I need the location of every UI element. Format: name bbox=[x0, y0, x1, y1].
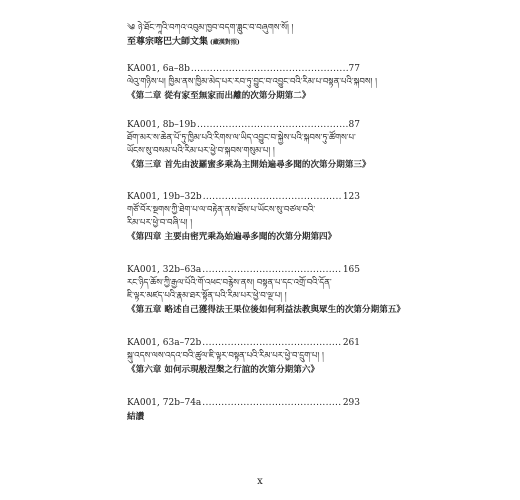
header-chinese-text: 至尊宗喀巴大師文集 bbox=[127, 37, 209, 47]
dot-leader bbox=[191, 63, 348, 76]
dot-leader bbox=[202, 397, 342, 410]
dot-leader bbox=[203, 191, 342, 204]
toc-ref: KA001, 6a–8b bbox=[127, 64, 190, 74]
toc-ref: KA001, 8b–19b bbox=[127, 120, 196, 130]
toc-tibetan-title: སྐུ་འདས་ལས་འདའ་བའི་ཚུལ་ཇི་ལྟར་བསྟན་པའི་རིམ་པར་ཕྱེ་བ་དྲུག་པ། ། bbox=[127, 351, 324, 361]
toc-entry bbox=[127, 63, 378, 103]
toc-ref: KA001, 63a–72b bbox=[127, 338, 202, 348]
toc-chinese-title: 《第六章 如何示現般涅槃之行誼的次第分期第六》 bbox=[127, 365, 320, 375]
dot-leader bbox=[197, 119, 348, 132]
header-note: (藏漢對照) bbox=[210, 39, 240, 46]
toc-entry bbox=[127, 264, 405, 317]
toc-ref: KA001, 19b–32b bbox=[127, 192, 202, 202]
toc-page-number: 261 bbox=[342, 338, 360, 348]
running-header bbox=[127, 22, 293, 50]
toc-tibetan-title: གཙོ་བོར་སྔགས་ཀྱི་ཐེག་པ་ལ་བརྟེན་ནས་ཐོས་པ་ཡོངས་སུ་བཙལ་བའི་ bbox=[127, 205, 316, 215]
toc-ref-line[interactable] bbox=[127, 119, 360, 132]
toc-chinese-title: 《第二章 從有家至無家而出離的次第分期第二》 bbox=[127, 91, 311, 101]
toc-entry bbox=[127, 397, 360, 424]
toc-page-number: 165 bbox=[342, 265, 360, 275]
toc-ref-line[interactable] bbox=[127, 264, 360, 277]
toc-chinese-title: 《第五章 略述自己獲得法王果位後如何利益法教與眾生的次第分期第五》 bbox=[127, 305, 405, 315]
toc-tibetan-title: ཐོག་མར་ས་ཆེན་པོ་ཏུ་ཁྱིམ་པའི་རིགས་ལ་ཡིད་འབྱུང་བ་སྐྱེས་པའི་སྐབས་ཏུ་ཚོགས་པ་ bbox=[127, 133, 356, 143]
header-tibetan-title: ༄ ཉེ་ཐོང་ཀཱའི་བཀའ་འབུམ་ཁྱབ་བདག་ཟླུང་བ་བཞུགས་སོ། ། bbox=[127, 23, 294, 33]
toc-entry bbox=[127, 191, 360, 244]
toc-tibetan-title: རང་ཉིད་ཆོས་ཀྱི་རྒྱལ་པོའི་གོ་འཕང་བརྙེས་ནས། བསྟན་པ་དང་འགྲོ་བའི་དོན་ bbox=[127, 278, 332, 288]
page-folio: x bbox=[257, 476, 263, 487]
toc-ref: KA001, 32b–63a bbox=[127, 265, 202, 275]
toc-tibetan-title-cont: ཡོངས་སུ་བསམ་པའི་རིམ་པར་ཕྱེ་བ་སྐབས་གསུམ་པ། ། bbox=[127, 146, 275, 156]
toc-chinese-title: 《第四章 主要由密咒乘為始遍尋多聞的次第分期第四》 bbox=[127, 232, 337, 242]
header-chinese-title bbox=[127, 35, 293, 50]
toc-ref-line[interactable] bbox=[127, 191, 360, 204]
toc-ref-line[interactable] bbox=[127, 63, 360, 76]
toc-tibetan-title-cont: ཇི་ལྟར་མཛད་པའི་རྣམ་ཐར་སྟོན་པའི་རིམ་པར་ཕྱེ་བ་ལྔ་པ། ། bbox=[127, 291, 287, 301]
toc-chinese-title: 結讚 bbox=[127, 412, 145, 422]
toc-entry bbox=[127, 337, 360, 377]
toc-tibetan-title-cont: རིམ་པར་ཕྱེ་བ་བཞི་པ། ། bbox=[127, 218, 193, 228]
toc-page-number: 293 bbox=[342, 398, 360, 408]
toc-page-number: 123 bbox=[342, 192, 360, 202]
toc-entry bbox=[127, 119, 371, 172]
toc-ref-line[interactable] bbox=[127, 337, 360, 350]
dot-leader bbox=[202, 264, 342, 277]
toc-page-number: 87 bbox=[348, 120, 360, 130]
toc-tibetan-title: ལེའུ་གཉིས་པ། ཁྱིམ་ནས་ཁྱིམ་མེད་པར་རབ་ཏུ་བྱུང་བ་འབྱུང་བའི་རིམ་པ་བསྟན་པའི་སྐབས། ། bbox=[127, 77, 378, 87]
toc-ref-line[interactable] bbox=[127, 397, 360, 410]
toc-page-number: 77 bbox=[348, 64, 360, 74]
toc-ref: KA001, 72b–74a bbox=[127, 398, 202, 408]
dot-leader bbox=[202, 337, 342, 350]
toc-chinese-title: 《第三章 首先由波羅蜜多乘為主開始遍尋多聞的次第分期第三》 bbox=[127, 160, 371, 170]
